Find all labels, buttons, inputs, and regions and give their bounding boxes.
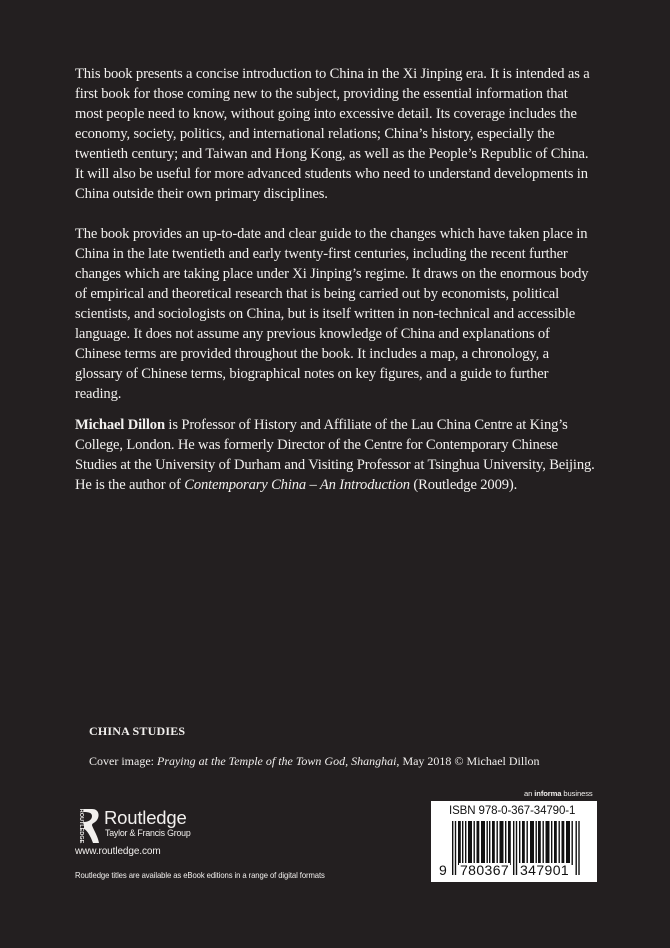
ebook-availability-note: Routledge titles are available as eBook editions in a range of digital formats bbox=[75, 870, 325, 880]
cover-image-title: Praying at the Temple of the Town God, Shanghai, bbox=[156, 754, 400, 768]
publisher-website-link[interactable]: www.routledge.com bbox=[75, 846, 161, 857]
tagline-prefix: an bbox=[524, 789, 535, 798]
informa-business-tagline bbox=[524, 789, 593, 798]
author-bio-text: is Professor of History and Affiliate of the Lau China Centre at King’s College, London. He was formerly Director of the Centre for Contemporary Chinese Studies at the University of Durham and Visiting Professor at Tsinghua University, Beijing. He is the author of bbox=[75, 417, 595, 493]
publisher-name: Routledge bbox=[104, 807, 187, 828]
publisher-group: Taylor & Francis Group bbox=[105, 828, 191, 838]
barcode-digits-right: 347901 bbox=[520, 862, 570, 878]
blurb-paragraph-2: The book provides an up-to-date and clear guide to the changes which have taken place in China in the late twentieth and early twenty-first centuries, including the recent further changes which are taking place under Xi Jinping’s regime. It draws on the enormous body of empirical and theoretical research that is being carried out by economists, political scientists, and sociologists on China, but is itself written in non-technical and accessible language. It does not assume any previous knowledge of China and explanations of Chinese terms are provided throughout the book. It includes a map, a chronology, a glossary of Chinese terms, biographical notes on key figures, and a guide to further reading. bbox=[75, 226, 589, 402]
series-name: CHINA STUDIES bbox=[89, 724, 186, 738]
cover-image-credit bbox=[89, 754, 540, 769]
isbn-barcode bbox=[431, 801, 597, 882]
author-bio bbox=[75, 415, 595, 495]
isbn-label: ISBN 978-0-367-34790-1 bbox=[449, 805, 576, 817]
cover-credit-prefix: Cover image: bbox=[89, 754, 157, 768]
author-bio-text-end: (Routledge 2009). bbox=[409, 477, 518, 493]
barcode-digits-left: 780367 bbox=[460, 862, 510, 878]
tagline-suffix: business bbox=[561, 789, 593, 798]
cover-credit-suffix: May 2018 © Michael Dillon bbox=[399, 754, 540, 768]
previous-book-title: Contemporary China – An Introduction bbox=[184, 477, 410, 493]
informa-brand: informa bbox=[534, 789, 562, 798]
svg-text:ROUTLEDGE: ROUTLEDGE bbox=[78, 808, 84, 844]
routledge-logo bbox=[75, 808, 191, 844]
blurb-paragraph-1: This book presents a concise introduction to China in the Xi Jinping era. It is intended as a first book for those coming new to the subject, providing the essential information that most people need to know, without going into excessive detail. Its coverage includes the economy, society, politics, and international relations; China’s history, especially the twentieth century; and Taiwan and Hong Kong, as well as the People’s Republic of China. It will also be useful for more advanced students who need to understand developments in China outside their own primary disciplines. bbox=[75, 66, 590, 202]
author-name: Michael Dillon bbox=[75, 417, 165, 433]
barcode-digit-first: 9 bbox=[439, 862, 447, 878]
routledge-r-logo-icon bbox=[75, 808, 101, 844]
